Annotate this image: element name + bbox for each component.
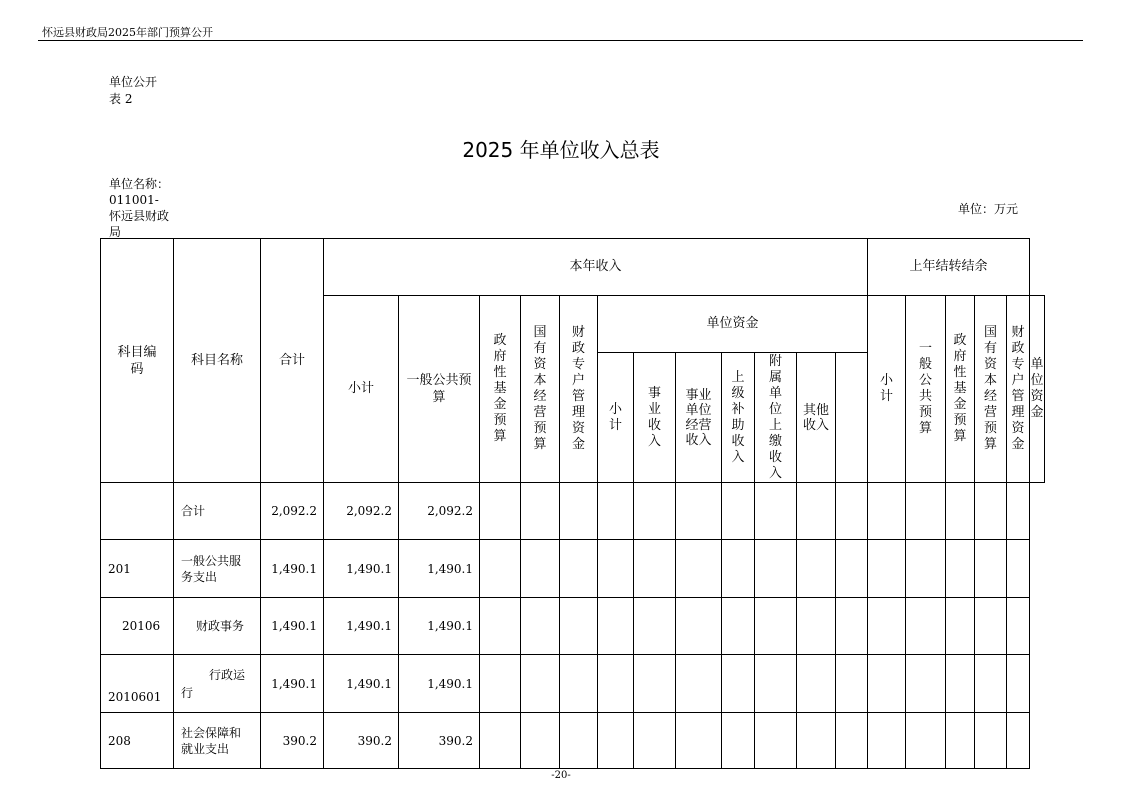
col-header-co-state-capital: 国有资本经营预算	[975, 296, 1007, 483]
cell-subtotal: 2,092.2	[324, 483, 399, 540]
col-header-uf-subtotal: 小计	[598, 353, 634, 483]
cell-name: 社会保障和就业支出	[174, 713, 261, 769]
cell-code	[101, 483, 174, 540]
cell-total: 1,490.1	[261, 540, 324, 598]
col-header-co-gov-fund: 政府性基金预算	[946, 296, 975, 483]
cell-general: 1,490.1	[399, 540, 480, 598]
table-row	[101, 713, 1045, 769]
col-header-co-subtotal: 小计	[868, 296, 906, 483]
col-header-subtotal: 小计	[324, 296, 399, 483]
document-header: 怀远县财政局2025年部门预算公开	[42, 26, 213, 39]
cell-general: 390.2	[399, 713, 480, 769]
cell-code: 208	[101, 713, 174, 769]
col-header-co-fiscal-special: 财政专户管理资金	[1007, 296, 1030, 483]
col-header-name: 科目名称	[174, 239, 261, 483]
cell-general: 2,092.2	[399, 483, 480, 540]
unit-public-block	[109, 74, 157, 108]
cell-subtotal: 1,490.1	[324, 598, 399, 655]
table-row	[101, 655, 1045, 713]
cell-code: 20106	[101, 598, 174, 655]
header-rule	[38, 40, 1083, 41]
cell-name: 一般公共服务支出	[174, 540, 261, 598]
cell-total: 1,490.1	[261, 655, 324, 713]
page-number: -20-	[551, 770, 571, 781]
income-summary-table	[100, 238, 1045, 769]
cell-name: 行政运行	[174, 655, 261, 713]
col-header-co-unit-funds: 单位资金	[1030, 296, 1045, 483]
col-header-uf-other: 其他收入	[797, 353, 836, 483]
page-title: 2025 年单位收入总表	[462, 138, 660, 162]
col-header-uf-affiliated: 附属单位上缴收入	[755, 353, 797, 483]
cell-subtotal: 1,490.1	[324, 540, 399, 598]
table-row	[101, 540, 1045, 598]
col-header-gov-fund: 政府性基金预算	[480, 296, 521, 483]
currency-unit-label: 单位：万元	[958, 202, 1019, 216]
cell-code: 201	[101, 540, 174, 598]
col-header-state-capital: 国有资本经营预算	[521, 296, 560, 483]
col-header-total: 合计	[261, 239, 324, 483]
unit-public-label: 单位公开	[109, 75, 158, 89]
col-header-co-general: 一般公共预算	[906, 296, 946, 483]
col-header-current-year: 本年收入	[324, 239, 868, 296]
table-row	[101, 598, 1045, 655]
col-header-uf-operating: 事业单位经营收入	[676, 353, 722, 483]
cell-name: 财政事务	[174, 598, 261, 655]
col-header-uf-superior: 上级补助收入	[722, 353, 755, 483]
cell-total: 390.2	[261, 713, 324, 769]
col-header-fiscal-special: 财政专户管理资金	[560, 296, 598, 483]
cell-general: 1,490.1	[399, 655, 480, 713]
table-number: 表 2	[109, 92, 133, 106]
table-row	[101, 483, 1045, 540]
cell-subtotal: 390.2	[324, 713, 399, 769]
col-header-general-budget: 一般公共预算	[399, 296, 480, 483]
cell-name: 合计	[174, 483, 261, 540]
col-header-unit-funds: 单位资金	[598, 296, 868, 353]
cell-subtotal: 1,490.1	[324, 655, 399, 713]
cell-total: 2,092.2	[261, 483, 324, 540]
cell-general: 1,490.1	[399, 598, 480, 655]
col-header-carryover: 上年结转结余	[868, 239, 1030, 296]
unit-name: 单位名称：011001-怀远县财政局	[109, 177, 170, 239]
col-header-code: 科目编码	[101, 239, 174, 483]
cell-total: 1,490.1	[261, 598, 324, 655]
col-header-uf-business: 事业收入	[634, 353, 676, 483]
cell-code: 2010601	[101, 655, 174, 713]
